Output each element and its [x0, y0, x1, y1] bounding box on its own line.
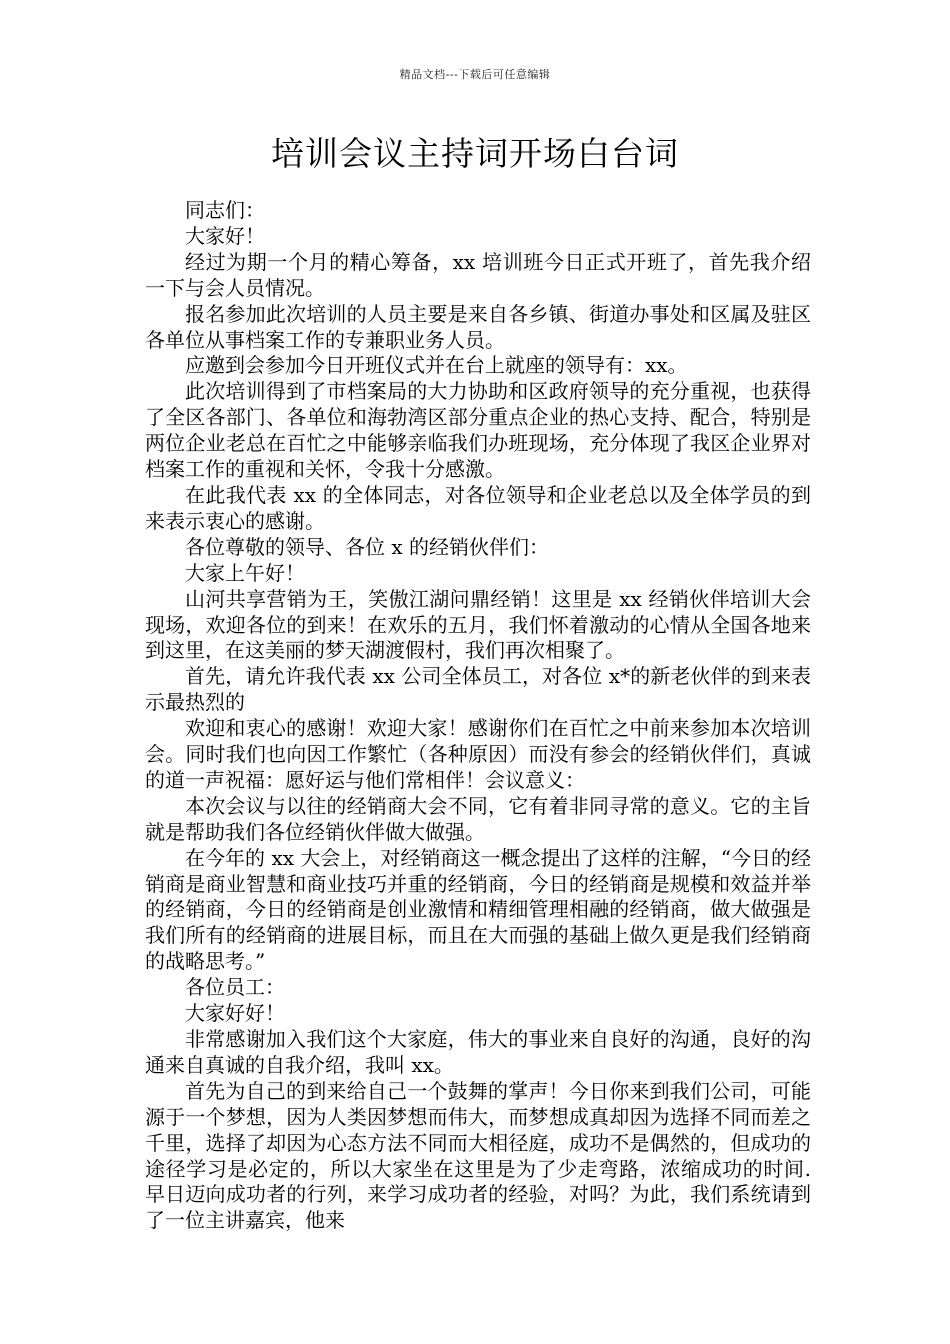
paragraph: 各位员工： — [185, 975, 285, 1000]
paragraph: 非常感谢加入我们这个大家庭，伟大的事业来自良好的沟通，良好的沟通来自真诚的自我介绍，我叫 xx。 — [145, 1027, 811, 1077]
paragraph: 此次培训得到了市档案局的大力协助和区政府领导的充分重视，也获得了全区各部门、各单位和海勃湾区部分重点企业的热心支持、配合，特别是两位企业老总在百忙之中能够亲临我们办班现场，充分体现了我区企业界对档案工作的重视和关怀，令我十分感激。 — [145, 379, 811, 482]
paragraph: 欢迎和衷心的感谢！欢迎大家！感谢你们在百忙之中前来参加本次培训会。同时我们也向因工作繁忙（各种原因）而没有参会的经销伙伴们，真诚的道一声祝福：愿好运与他们常相伴！会议意义： — [145, 716, 811, 792]
paragraph: 应邀到会参加今日开班仪式并在台上就座的领导有：xx。 — [185, 353, 688, 378]
paragraph: 各位尊敬的领导、各位 x 的经销伙伴们： — [185, 534, 549, 559]
paragraph: 经过为期一个月的精心筹备，xx 培训班今日正式开班了，首先我介绍一下与会人员情况。 — [145, 249, 811, 300]
paragraph: 在此我代表 xx 的全体同志，对各位领导和企业老总以及全体学员的到来表示衷心的感谢。 — [145, 482, 811, 533]
paragraph: 报名参加此次培训的人员主要是来自各乡镇、街道办事处和区属及驻区各单位从事档案工作的专兼职业务人员。 — [145, 301, 811, 352]
paragraph: 在今年的 xx 大会上，对经销商这一概念提出了这样的注解，“今日的经销商是商业智慧和商业技巧并重的经销商，今日的经销商是规模和效益并举的经销商，今日的经销商是创业激情和精细管理相融的经销商，做大做强是我们所有的经销商的进展目标，而且在大而强的基础上做久更是我们经销商的战略思考。” — [145, 845, 811, 974]
paragraph: 首先为自己的到来给自己一个鼓舞的掌声！今日你来到我们公司，可能源于一个梦想，因为人类因梦想而伟大，而梦想成真却因为选择不同而差之千里，选择了却因为心态方法不同而大相径庭，成功不是偶然的，但成功的途径学习是必定的，所以大家坐在这里是为了少走弯路，浓缩成功的时间.早日迈向成功者的行列，来学习成功者的经验，对吗？为此，我们系统请到了一位主讲嘉宾，他来 — [145, 1078, 811, 1233]
document-title: 培训会议主持词开场白台词 — [271, 134, 679, 173]
paragraph: 同志们： — [185, 198, 265, 222]
paragraph: 大家好好！ — [185, 1001, 285, 1026]
paragraph: 山河共享营销为王，笑傲江湖问鼎经销！这里是 xx 经销伙伴培训大会现场，欢迎各位的到来！在欢乐的五月，我们怀着激动的心情从全国各地来到这里，在这美丽的梦天湖渡假村，我们再次相聚了。 — [145, 586, 811, 663]
paragraph: 大家好！ — [185, 223, 265, 248]
paragraph: 本次会议与以往的经销商大会不同，它有着非同寻常的意义。它的主旨就是帮助我们各位经销伙伴做大做强。 — [145, 793, 811, 844]
paragraph: 首先，请允许我代表 xx 公司全体员工，对各位 x*的新老伙伴的到来表示最热烈的 — [145, 664, 811, 715]
paragraph: 大家上午好！ — [185, 560, 305, 585]
document-body — [145, 198, 811, 1234]
header-note: 精品文档---下载后可任意编辑 — [399, 68, 551, 81]
